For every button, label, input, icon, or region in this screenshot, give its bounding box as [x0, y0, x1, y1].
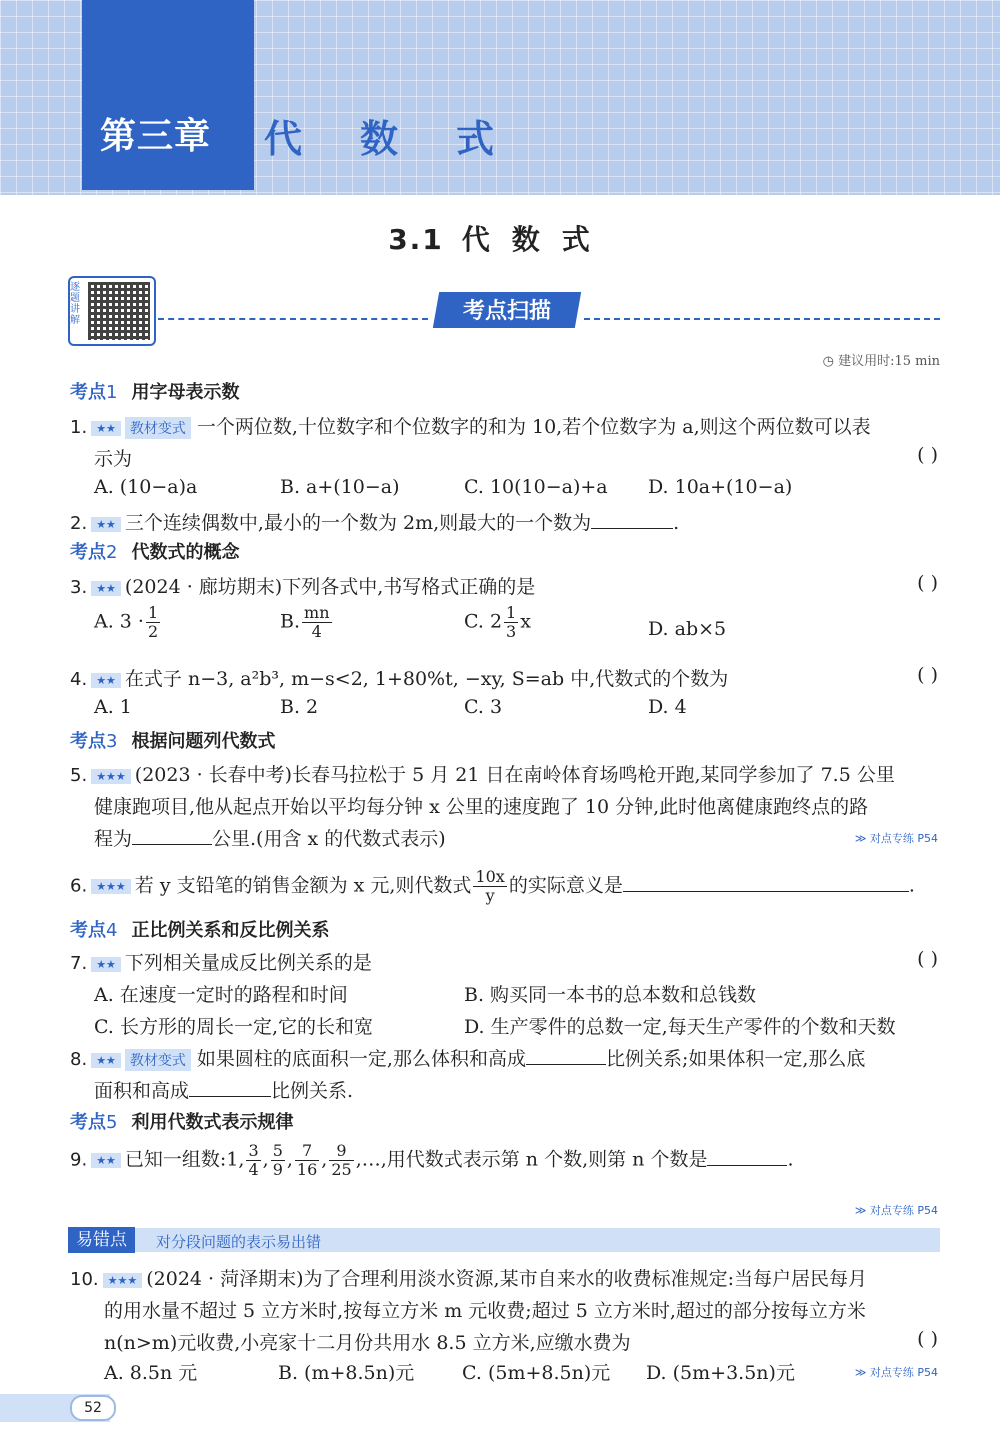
question-2: 2. ★★ 三个连续偶数中,最小的一个数为 2m,则最大的一个数为 .: [70, 512, 680, 534]
question-5: 5. ★★★ (2023 · 长春中考)长春马拉松于 5 月 21 日在南岭体育场鸣枪开跑,某同学参加了 7.5 公里: [70, 764, 895, 786]
answer-paren[interactable]: ( ): [917, 948, 938, 970]
practice-link[interactable]: ≫ 对点专练 P54: [854, 1204, 938, 1217]
question-9: 9. ★★ 已知一组数:1, $\frac{3}{4}$ , $\frac{5}{9}$ , $\frac{7}{16}$ , $\frac{9}{25}$ ,…,用代数式表示第 n 个数,则第 n 个数是 .: [70, 1141, 794, 1179]
difficulty-badge: ★★: [91, 421, 121, 436]
banner-title: 考点扫描: [462, 299, 551, 324]
difficulty-badge: ★★★: [103, 1273, 143, 1288]
practice-link[interactable]: ≫ 对点专练 P54: [854, 832, 938, 845]
answer-blank[interactable]: [189, 1079, 271, 1097]
answer-paren[interactable]: ( ): [917, 444, 938, 466]
difficulty-badge: ★★★: [91, 769, 131, 784]
source-tag: 教材变式: [125, 417, 191, 439]
section-title: [0, 218, 1000, 258]
section-number: 3.1: [388, 223, 444, 256]
option-b: B. $\frac{mn}{4}$: [280, 603, 330, 641]
question-8: 8. ★★ 教材变式 如果圆柱的底面积一定,那么体积和高成 比例关系;如果体积一定,那么底: [70, 1048, 866, 1070]
option-a: A. 在速度一定时的路程和时间: [94, 984, 348, 1006]
answer-blank[interactable]: [623, 874, 909, 892]
option-a: A. 1: [94, 696, 132, 718]
source-tag: 教材变式: [125, 1049, 191, 1071]
option-d: D. 10a+(10−a): [648, 476, 793, 498]
option-b: B. a+(10−a): [280, 476, 400, 498]
question-4: 4. ★★ 在式子 n−3, a²b³, m−s<2, 1+80%t, −xy, S=ab 中,代数式的个数为: [70, 668, 729, 690]
time-hint-text: 建议用时:15 min: [838, 354, 940, 369]
option-a: A. 8.5n 元: [104, 1362, 198, 1384]
option-d: D. 生产零件的总数一定,每天生产零件的个数和天数: [464, 1016, 896, 1038]
question-10-cont2: n(n>m)元收费,小亮家十二月份共用水 8.5 立方米,应缴水费为: [104, 1332, 631, 1354]
kaodian-heading: 考点4 正比例关系和反比例关系: [70, 920, 330, 941]
question-7: 7. ★★ 下列相关量成反比例关系的是: [70, 952, 372, 974]
practice-link[interactable]: ≫ 对点专练 P54: [854, 1366, 938, 1379]
option-d: D. (5m+3.5n)元: [646, 1362, 795, 1384]
clock-icon: ◷: [822, 354, 839, 369]
difficulty-badge: ★★: [91, 1053, 121, 1068]
option-d: D. 4: [648, 696, 687, 718]
difficulty-badge: ★★: [91, 957, 121, 972]
kaodian-heading: 考点2 代数式的概念: [70, 542, 240, 563]
option-d: D. ab×5: [648, 618, 727, 640]
kaodian-heading: 考点5 利用代数式表示规律: [70, 1112, 294, 1133]
option-c: C. 3: [464, 696, 503, 718]
answer-paren[interactable]: ( ): [917, 572, 938, 594]
answer-paren[interactable]: ( ): [917, 1328, 938, 1350]
option-c: C. 长方形的周长一定,它的长和宽: [94, 1016, 373, 1038]
option-a: A. (10−a)a: [94, 476, 198, 498]
question-10: 10. ★★★ (2024 · 菏泽期末)为了合理利用淡水资源,某市自来水的收费标准规定:当每户居民每月: [70, 1268, 867, 1290]
question-5-cont2: 程为 公里.(用含 x 的代数式表示): [94, 828, 446, 850]
question-3: 3. ★★ (2024 · 廊坊期末)下列各式中,书写格式正确的是: [70, 576, 536, 598]
page-number: 52: [70, 1395, 116, 1421]
question-6: 6. ★★★ 若 y 支铅笔的销售金额为 x 元,则代数式 $\frac{10x}{y}$ 的实际意义是 .: [70, 867, 915, 905]
kaodian-heading: 考点1 用字母表示数: [70, 382, 240, 403]
error-description: 对分段问题的表示易出错: [156, 1233, 322, 1251]
question-10-cont: 的用水量不超过 5 立方米时,按每立方米 m 元收费;超过 5 立方米时,超过的部分按每立方米: [104, 1300, 866, 1322]
chapter-box: [82, 0, 254, 190]
difficulty-badge: ★★: [91, 1153, 121, 1168]
qr-code-icon[interactable]: [88, 282, 150, 340]
answer-blank[interactable]: [591, 511, 673, 529]
answer-paren[interactable]: ( ): [917, 664, 938, 686]
answer-blank[interactable]: [707, 1148, 787, 1166]
divider-left: [158, 318, 428, 320]
chapter-label: 第三章: [100, 116, 212, 157]
question-1-cont: 示为: [94, 448, 133, 470]
chapter-title: 代数式: [264, 117, 553, 161]
question-5-cont: 健康跑项目,他从起点开始以平均每分钟 x 公里的速度跑了 10 分钟,此时他离健康跑终点的路: [94, 796, 869, 818]
option-a: A. 3 · $\frac{1}{2}$: [94, 603, 159, 641]
answer-blank[interactable]: [526, 1047, 606, 1065]
time-hint: [823, 350, 940, 369]
option-b: B. (m+8.5n)元: [278, 1362, 415, 1384]
option-c: C. (5m+8.5n)元: [462, 1362, 611, 1384]
option-b: B. 2: [280, 696, 319, 718]
difficulty-badge: ★★: [91, 517, 121, 532]
error-tag: 易错点: [68, 1227, 135, 1253]
option-b: B. 购买同一本书的总本数和总钱数: [464, 984, 757, 1006]
section-title-text: 代数式: [461, 223, 612, 256]
difficulty-badge: ★★★: [91, 879, 131, 894]
qr-side-text: 逐题讲解: [70, 282, 80, 326]
option-c: C. 10(10−a)+a: [464, 476, 608, 498]
divider-right: [584, 318, 940, 320]
question-8-cont: 面积和高成 比例关系.: [94, 1080, 354, 1102]
kaodian-heading: 考点3 根据问题列代数式: [70, 731, 276, 752]
difficulty-badge: ★★: [91, 581, 121, 596]
difficulty-badge: ★★: [91, 673, 121, 688]
option-c: C. 2 $\frac{1}{3}$ x: [464, 603, 531, 641]
question-1: 1. ★★ 教材变式 一个两位数,十位数字和个位数字的和为 10,若个位数字为 a,则这个两位数可以表: [70, 416, 871, 438]
answer-blank[interactable]: [132, 827, 212, 845]
